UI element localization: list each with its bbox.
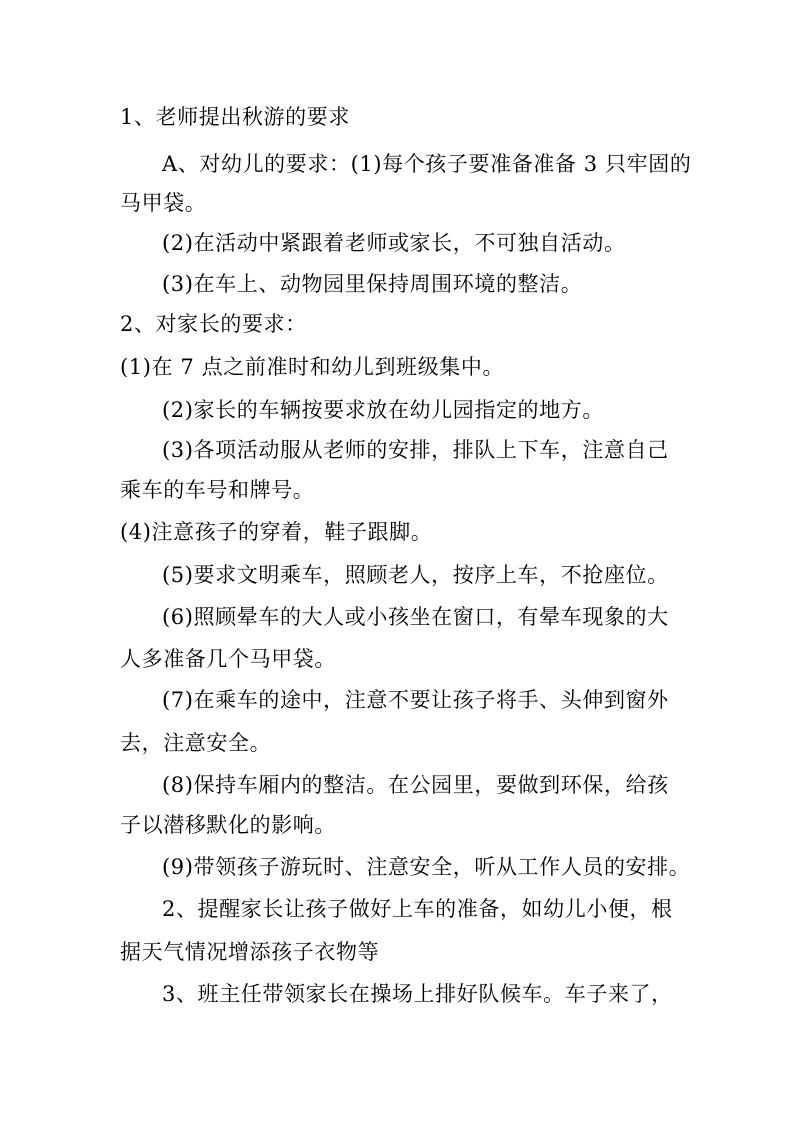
text-line: (5)要求文明乘车，照顾老人，按序上车，不抢座位。 [162,563,669,587]
text-line: (7)在乘车的途中，注意不要让孩子将手、头伸到窗外 [162,688,669,712]
text-line: 2、对家长的要求： [120,312,307,336]
text-line: (3)在车上、动物园里保持周围环境的整洁。 [162,272,583,296]
text-line: 据天气情况增添孩子衣物等 [120,940,380,964]
text-line: (4)注意孩子的穿着，鞋子跟脚。 [120,520,433,544]
text-line: (6)照顾晕车的大人或小孩坐在窗口，有晕车现象的大 [162,605,669,629]
text-line: (2)家长的车辆按要求放在幼儿园指定的地方。 [162,398,604,422]
text-line: (9)带领孩子游玩时、注意安全，听从工作人员的安排。 [162,855,691,879]
text-line: 3、班主任带领家长在操场上排好队候车。车子来了， [162,982,673,1006]
text-line: (3)各项活动服从老师的安排，排队上下车，注意自己 [162,438,669,462]
text-line: 2、提醒家长让孩子做好上车的准备，如幼儿小便，根 [162,897,673,921]
text-line: (8)保持车厢内的整洁。在公园里，要做到环保，给孩 [162,773,669,797]
text-line: 子以潜移默化的影响。 [120,813,336,837]
text-line: (2)在活动中紧跟着老师或家长，不可独自活动。 [162,231,626,255]
text-line: 1、老师提出秋游的要求 [120,105,350,129]
text-line: 乘车的车号和牌号。 [120,478,315,502]
text-line: 去，注意安全。 [120,731,272,755]
text-line: 人多准备几个马甲袋。 [120,647,336,671]
text-line: A、对幼儿的要求：(1)每个孩子要准备准备 3 只牢固的 [162,152,692,176]
text-line: (1)在 7 点之前准时和幼儿到班级集中。 [120,355,505,379]
text-line: 马甲袋。 [120,191,207,215]
